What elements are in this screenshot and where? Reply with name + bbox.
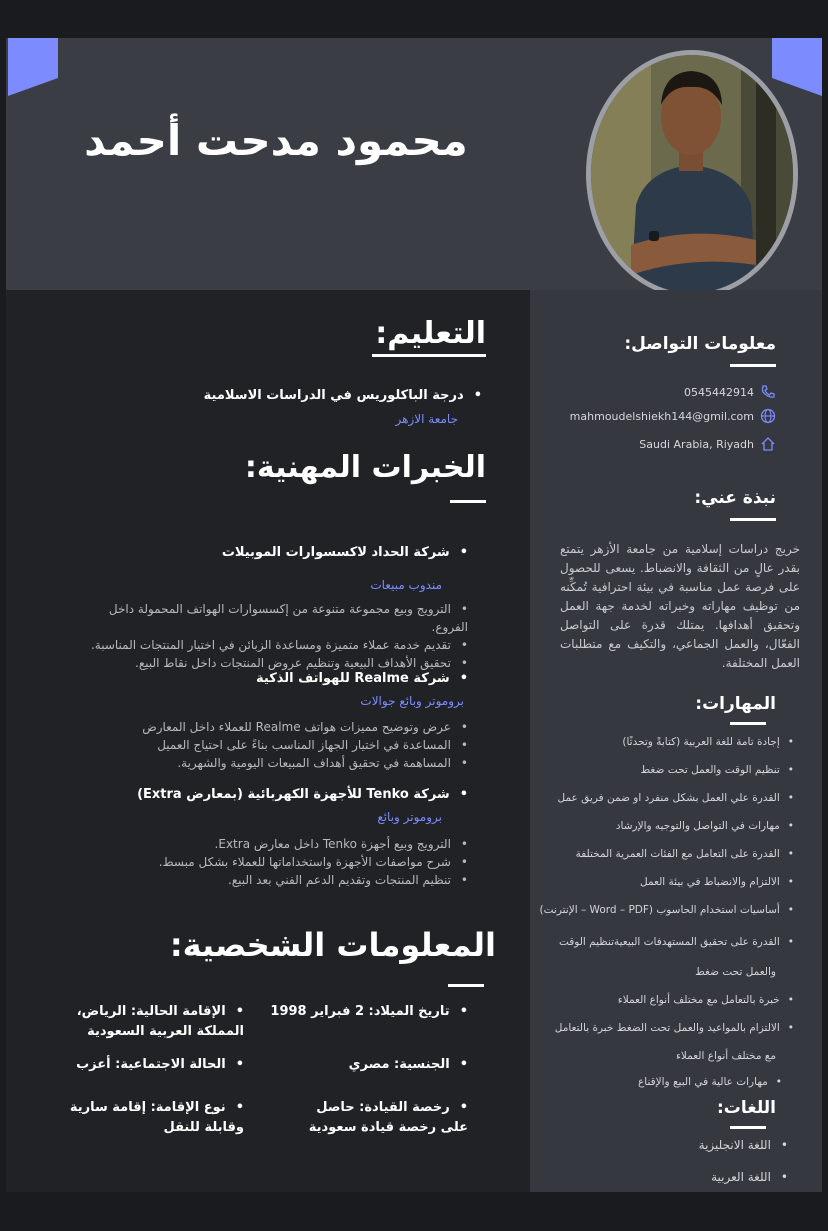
skill-item: • تنظيم الوقت والعمل تحت ضغط <box>532 762 794 778</box>
skill-item: • القدرة على التعامل مع الفئات العمرية المختلفة <box>532 846 794 862</box>
language-item: • اللغة العربية <box>711 1170 788 1184</box>
person-name: محمود مدحت أحمد <box>84 116 468 165</box>
skill-item: • الالتزام بالمواعيد والعمل تحت الضغط خبرة بالتعامل <box>532 1020 794 1036</box>
skill-item: • مهارات عالية في البيع والإقناع <box>520 1074 782 1090</box>
languages-underline <box>730 1126 766 1129</box>
contact-title: معلومات التواصل: <box>624 334 776 354</box>
education-title: التعليم: <box>375 316 486 351</box>
job-duty: • الترويج وبيع مجموعة متنوعة من إكسسوارات الهواتف المحمولة داخل <box>68 600 468 618</box>
education-degree: • درجة الباكلوريس في الدراسات الاسلامية <box>204 388 482 403</box>
phone-icon <box>760 384 776 400</box>
languages-title: اللغات: <box>716 1098 776 1118</box>
contact-phone <box>684 384 776 400</box>
ribbon-left <box>8 38 58 96</box>
skill-item: • أساسيات استخدام الحاسوب (Word – PDF – الإنترنت) <box>532 902 794 918</box>
globe-icon <box>760 408 776 424</box>
job-role: مندوب مبيعات <box>370 578 442 592</box>
skill-item: • القدرة على تحقيق المستهدفات البيعيةتنظيم الوقت <box>532 934 794 950</box>
right-panel <box>530 290 822 1192</box>
experience-underline <box>450 500 486 503</box>
profile-photo <box>586 50 798 298</box>
contact-email <box>570 408 776 424</box>
skill-item: • الالتزام والانضباط في بيئة العمل <box>532 874 794 890</box>
contact-address <box>639 436 776 452</box>
skills-underline <box>730 722 766 725</box>
personal-marital: •الحالة الاجتماعية: أعزب <box>76 1057 244 1072</box>
personal-iqama: •نوع الإقامة: إقامة سارية وقابلة للنقل <box>69 1100 244 1135</box>
job-duty: • شرح مواصفات الأجهزة واستخداماتها للعملاء بشكل مبسط. <box>68 853 468 871</box>
job-duty: • تنظيم المنتجات وتقديم الدعم الفني بعد البيع. <box>68 871 468 889</box>
about-title: نبذة عني: <box>694 488 776 508</box>
skill-item: • مهارات في التواصل والتوجيه والإرشاد <box>532 818 794 834</box>
job-company: • شركة Tenko للأجهزة الكهربائية (بمعارض Extra) <box>137 787 468 802</box>
left-panel <box>6 290 530 1192</box>
phone-text: 0545442914 <box>684 385 754 399</box>
job-duty: • تحقيق الأهداف البيعية وتنظيم عروض المنتجات داخل نقاط البيع. <box>68 654 468 672</box>
job-company: • شركة Realme للهواتف الذكية <box>256 671 468 686</box>
cv-page <box>6 38 822 1192</box>
home-icon <box>760 436 776 452</box>
skill-item: • القدرة علي العمل بشكل منفرد او ضمن فريق عمل <box>532 790 794 806</box>
person-illustration <box>591 55 793 293</box>
education-underline <box>372 354 486 357</box>
personal-license: •رخصة القيادة: حاصل على رخصة قيادة سعودية <box>308 1100 468 1135</box>
ribbon-right <box>772 38 822 96</box>
language-item: • اللغة الانجليزية <box>699 1138 788 1152</box>
skill-item: • إجادة تامة للغة العربية (كتابةً وتحدثًا) <box>532 734 794 750</box>
skill-item-cont: مع مختلف أنواع العملاء <box>675 1050 776 1062</box>
personal-birth: •تاريخ الميلاد: 2 فبراير 1998 <box>270 1004 468 1019</box>
job-duty: • تقديم خدمة عملاء متميزة ومساعدة الزبائن في اختيار المنتجات المناسبة. <box>68 636 468 654</box>
email-text: mahmoudelshiekh144@gmil.com <box>569 409 754 423</box>
education-university: جامعة الازهر <box>395 412 458 426</box>
about-text: خريج دراسات إسلامية من جامعة الأزهر يتمتع بقدر عالٍ من الثقافة والانضباط. يسعى للحصول على فرصة عمل مناسبة في بيئة احترافية تُمكِّنه من توظيف مهاراته وخبراته لخدمة جهة العمل وتحقيق أهدافها. يمتلك قدرة على التواصل الفعّال، والعمل الجماعي، والتكيف مع متطلبات العمل المختلفة. <box>560 542 800 670</box>
job-company: • شركة الحداد لاكسسوارات الموبيلات <box>222 545 468 560</box>
personal-underline <box>448 984 484 987</box>
personal-title: المعلومات الشخصية: <box>169 926 496 964</box>
job-role: بروموتر وبائع جوالات <box>360 694 464 708</box>
job-duty: • عرض وتوضيح مميزات هواتف Realme للعملاء داخل المعارض <box>68 718 468 736</box>
job-duty: • المساعدة في اختيار الجهاز المناسب بناءً على احتياج العميل <box>68 736 468 754</box>
experience-title: الخبرات المهنية: <box>244 450 486 485</box>
contact-underline <box>730 364 776 367</box>
skill-item-cont: والعمل تحت ضغط <box>695 966 776 978</box>
skills-title: المهارات: <box>695 694 776 714</box>
job-duty: • المساهمة في تحقيق أهداف المبيعات اليومية والشهرية. <box>68 754 468 772</box>
job-role: بروموتر وبائع <box>377 810 442 824</box>
personal-nationality: •الجنسية: مصري <box>348 1057 468 1072</box>
personal-residence: •الإقامة الحالية: الرياض، المملكة العربية السعودية <box>76 1004 244 1039</box>
job-duty-cont: الفروع. <box>431 620 468 634</box>
about-underline <box>730 518 776 521</box>
job-duty: • الترويج وبيع أجهزة Tenko داخل معارض Extra. <box>68 835 468 853</box>
address-text: Saudi Arabia, Riyadh <box>639 437 754 451</box>
header <box>6 38 822 290</box>
skill-item: • خبرة بالتعامل مع مختلف أنواع العملاء <box>532 992 794 1008</box>
